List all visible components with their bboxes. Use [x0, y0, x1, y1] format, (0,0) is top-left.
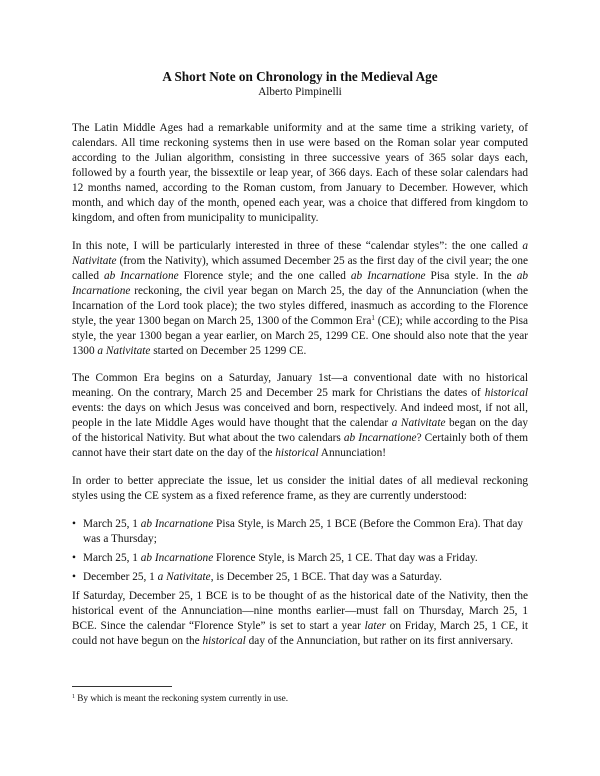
paragraph-2-text: reckoning, the civil year began on March 25, the day of the Annunciation (when the Incarnation of the Lord took place); the two styles differed, inasmuch as according to the Florence style, the year 1300 began on March 25, 1300 of the Common Era: [72, 285, 528, 327]
term-ab-incarnatione: ab Incarnatione: [103, 270, 179, 282]
paragraph-3-text: began on the day of the historical Nativity. But what about the two calendars: [72, 417, 529, 444]
paragraph-2-text: Florence style; and the one called: [178, 270, 351, 282]
list-item-text: Pisa Style, is March 25, 1 BCE (Before the Common Era). That day was a Thursday;: [83, 518, 523, 545]
term-a-nativitate: a Nativitate: [391, 417, 446, 429]
footnote: [72, 692, 528, 704]
paragraph-3-text: Annunciation!: [318, 447, 387, 459]
paragraph-2-text: (from the Nativity), which assumed December 25 as the first day of the civil year; the one called: [72, 255, 528, 282]
paragraph-2-text: (CE); while according to the Pisa style, the year 1300 began a year earlier, on March 25, 1299 CE. One should also note that the year 1300: [72, 315, 528, 357]
footnote-reference[interactable]: 1: [371, 314, 375, 322]
term-a-nativitate: a Nativitate: [72, 240, 528, 267]
document-author: Alberto Pimpinelli: [258, 86, 342, 98]
term-ab-incarnatione: ab Incarnatione: [140, 518, 214, 530]
paragraph-4: In order to better appreciate the issue, let us consider the initial dates of all medieval reckoning styles using the CE system as a fixed reference frame, as they are currently understood:: [72, 475, 528, 502]
term-historical: historical: [275, 447, 319, 459]
paragraph-5-text: day of the Annunciation, but rather on its first anniversary.: [245, 635, 514, 647]
document-title: A Short Note on Chronology in the Medieval Age: [162, 69, 438, 84]
list-item-text: March 25, 1: [83, 552, 141, 564]
term-later: later: [364, 620, 386, 632]
bullet-list: [72, 517, 528, 589]
term-ab-incarnatione: ab Incarnatione: [140, 552, 214, 564]
paragraph-5: [72, 589, 528, 649]
list-item: [72, 570, 528, 585]
paragraph-5-text: If Saturday, December 25, 1 BCE is to be thought of as the historical date of the Nativity, then the historical event of the Annunciation—nine months earlier—must fall on Thursday, March 25, 1 BCE. Since the calendar “Florence Style” is set to start a year: [72, 590, 528, 632]
paragraph-2-text: Pisa style. In the: [425, 270, 517, 282]
list-item-text: Florence Style, is March 25, 1 CE. That day was a Friday.: [213, 552, 478, 564]
list-item-text: December 25, 1: [83, 571, 158, 583]
paragraph-3: [72, 371, 528, 461]
paragraph-2: [72, 239, 528, 359]
footnote-mark: 1: [72, 694, 75, 700]
footnote-divider: [72, 686, 172, 687]
term-historical: historical: [484, 387, 528, 399]
term-historical: historical: [202, 635, 246, 647]
list-item: [72, 551, 528, 566]
paragraph-5-text: on Friday, March 25, 1 CE, it could not have begun on the: [72, 620, 528, 647]
paragraph-3-text: The Common Era begins on a Saturday, January 1st—a conventional date with no historical meaning. On the contrary, March 25 and December 25 mark for Christians the dates of: [72, 372, 528, 399]
list-item-text: , is December 25, 1 BCE. That day was a Saturday.: [210, 571, 442, 583]
paragraph-1: The Latin Middle Ages had a remarkable uniformity and at the same time a striking variety, of calendars. All time reckoning systems then in use were based on the Roman solar year computed according to the Julian algorithm, consisting in three successive years of 365 solar days each, followed by a fourth year, the bissextile or leap year, of 366 days. Each of these solar calendars had 12 months named, according to the Roman custom, from January to December. However, which month, and which day of the month, opened each year, was a choice that differed from kingdom to kingdom, and often from municipality to municipality.: [72, 122, 528, 224]
list-item: [72, 517, 528, 547]
term-ab-incarnatione: ab Incarnatione: [350, 270, 426, 282]
list-item-text: March 25, 1: [83, 518, 141, 530]
term-a-nativitate: a Nativitate: [97, 345, 151, 357]
paragraph-3-text: events: the days on which Jesus was conceived and born, respectively. And indeed most, if not all, people in the late Middle Ages would have thought that the calendar: [72, 402, 528, 429]
paragraph-3-text: ? Certainly both of them cannot have their start date on the day of the: [72, 432, 528, 459]
paragraph-2-text: started on December 25 1299 CE.: [150, 345, 307, 357]
footnote-text: By which is meant the reckoning system currently in use.: [75, 693, 289, 703]
term-ab-incarnatione: ab Incarnatione: [343, 432, 417, 444]
term-ab-incarnatione: ab Incarnatione: [72, 270, 528, 297]
paragraph-2-text: In this note, I will be particularly interested in three of these “calendar styles”: the one called: [72, 240, 523, 252]
term-a-nativitate: a Nativitate: [157, 571, 211, 583]
